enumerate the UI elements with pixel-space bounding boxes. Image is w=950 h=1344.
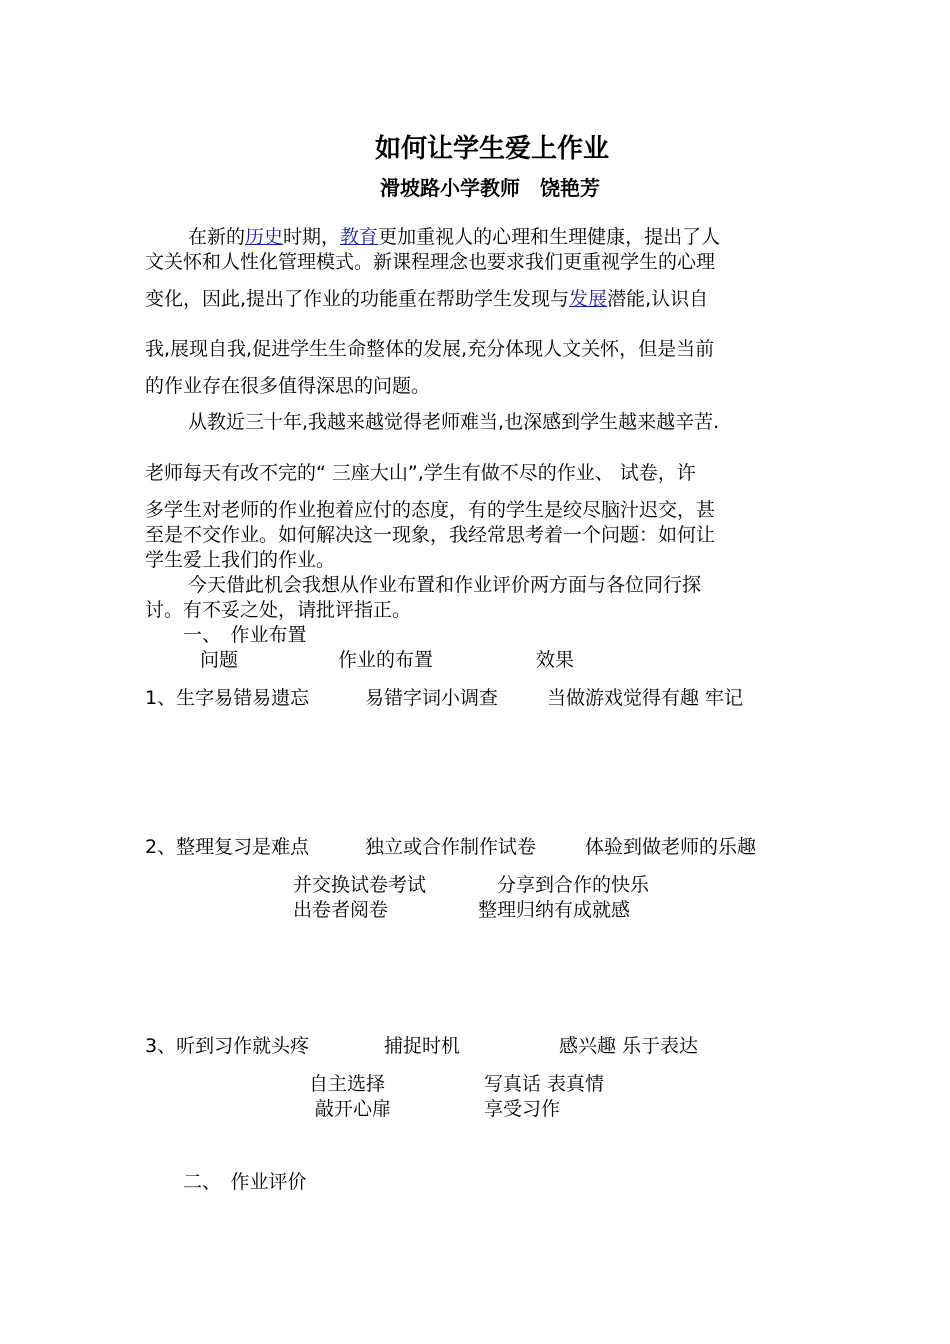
para2-line-2: 老师每天有改不完的“ 三座大山”,学生有做不尽的作业、 试卷，许 [145,462,696,484]
row2-method-3: 出卷者阅卷 [293,899,389,921]
intro-text-c: 更加重视人的心理和生理健康，提出了人 [378,226,721,248]
intro-line-1 [188,225,720,249]
para2-line-3: 多学生对老师的作业抱着应付的态度，有的学生是绞尽脑汁迟交，甚 [145,499,716,521]
author-line: 滑坡路小学教师 饶艳芳 [380,176,600,200]
intro-line-3 [145,287,708,311]
row3-method-3: 敲开心扉 [315,1098,392,1120]
intro-text-e: 潜能,认识自 [607,288,709,310]
row1-method: 易错字词小调查 [365,687,499,709]
link-development[interactable]: 发展 [569,288,608,310]
row3-method-2: 自主选择 [309,1073,386,1095]
row1-effect: 当做游戏觉得有趣 牢记 [547,687,744,709]
row2-method-2: 并交换试卷考试 [293,874,427,896]
row3-effect-3: 享受习作 [484,1098,561,1120]
intro-text-b: 时期， [283,226,341,248]
table-header-problem: 问题 [200,649,239,671]
intro-text-a: 在新的 [188,226,246,248]
link-history[interactable]: 历史 [245,226,284,248]
row1-problem: 1、生字易错易遗忘 [145,687,310,709]
row3-effect-2: 写真话 表真情 [484,1073,605,1095]
page-title: 如何让学生爱上作业 [375,134,610,164]
para3-line-2: 讨。有不妥之处，请批评指正。 [145,599,412,621]
para3-line-1: 今天借此机会我想从作业布置和作业评价两方面与各位同行探 [188,574,702,596]
para2-line-1: 从教近三十年,我越来越觉得老师难当,也深感到学生越来越辛苦. [188,411,720,433]
table-header-effect: 效果 [536,649,575,671]
row2-effect-2: 分享到合作的快乐 [497,874,650,896]
para2-line-5: 学生爱上我们的作业。 [145,549,336,571]
section-heading-2: 二、 作业评价 [183,1171,307,1193]
link-education[interactable]: 教育 [340,226,379,248]
section-heading-1: 一、 作业布置 [183,624,307,646]
intro-line-5: 的作业存在很多值得深思的问题。 [145,375,431,397]
intro-text-d: 变化，因此,提出了作业的功能重在帮助学生发现与 [145,288,570,310]
row2-method: 独立或合作制作试卷 [365,836,537,858]
row2-effect: 体验到做老师的乐趣 [585,836,757,858]
intro-line-4: 我,展现自我,促进学生生命整体的发展,充分体现人文关怀，但是当前 [145,338,715,360]
intro-line-2: 文关怀和人性化管理模式。新课程理念也要求我们更重视学生的心理 [145,251,716,273]
row2-problem: 2、整理复习是难点 [145,836,310,858]
row3-problem: 3、听到习作就头疼 [145,1035,310,1057]
para2-line-4: 至是不交作业。如何解决这一现象，我经常思考着一个问题：如何让 [145,524,716,546]
row2-effect-3: 整理归纳有成就感 [478,899,631,921]
row3-method: 捕捉时机 [384,1035,461,1057]
table-header-method: 作业的布置 [338,649,434,671]
row3-effect: 感兴趣 乐于表达 [559,1035,699,1057]
